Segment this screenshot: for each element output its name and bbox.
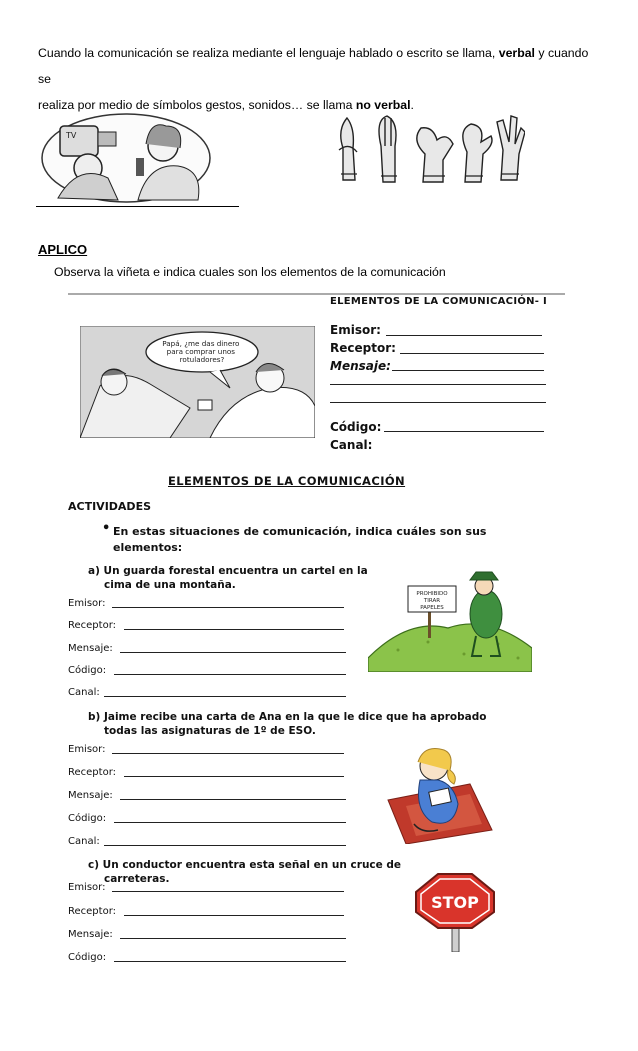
qa-receptor-label: Receptor:	[68, 620, 116, 631]
divider-line	[36, 206, 239, 207]
qc-codigo-line	[114, 961, 346, 962]
qb-codigo-label: Código:	[68, 813, 107, 824]
intro-bold-verbal: verbal	[498, 46, 535, 60]
question-b-line-2: todas las asignaturas de 1º de ESO.	[104, 725, 316, 737]
svg-text:TV: TV	[66, 131, 77, 140]
qa-codigo-line	[114, 674, 346, 675]
intro-bold-no-verbal: no verbal	[355, 98, 411, 112]
ws1-codigo-label: Código:	[330, 420, 382, 434]
aplico-heading: APLICO	[38, 242, 88, 257]
qb-emisor-label: Emisor:	[68, 744, 106, 755]
qa-codigo-label: Código:	[68, 665, 107, 676]
qa-canal-label: Canal:	[68, 687, 100, 698]
intro-text: Cuando la comunicación se realiza mediante el lenguaje hablado o escrito se llama,	[38, 46, 499, 60]
intro-text: y cuando se	[38, 46, 589, 86]
worksheet1-title: ELEMENTOS DE LA COMUNICACIÓN- I	[330, 296, 548, 307]
qb-codigo-line	[114, 822, 346, 823]
qc-emisor-label: Emisor:	[68, 882, 106, 893]
qa-emisor-line	[112, 607, 344, 608]
question-b-line-1: b) Jaime recibe una carta de Ana en la que le dice que ha aprobado	[88, 711, 487, 723]
instruction-line-1: En estas situaciones de comunicación, indica cuáles son sus	[113, 525, 487, 538]
activities-instruction	[113, 524, 543, 556]
ws1-receptor-line	[400, 353, 544, 354]
ws1-emisor-line	[386, 335, 542, 336]
scan-top-edge	[68, 293, 565, 295]
ws1-mensaje-line	[392, 370, 544, 371]
ws1-codigo-line	[384, 431, 544, 432]
qc-mensaje-label: Mensaje:	[68, 929, 113, 940]
qa-emisor-label: Emisor:	[68, 598, 106, 609]
stop-sign-text: STOP	[431, 893, 479, 912]
intro-text: realiza por medio de símbolos gestos, sonidos… se llama	[38, 98, 356, 112]
ws1-extra-line-2	[330, 402, 546, 403]
qc-receptor-label: Receptor:	[68, 906, 116, 917]
qb-emisor-line	[112, 753, 344, 754]
girl-reading-letter-illustration	[384, 740, 496, 844]
worksheet2-title: ELEMENTOS DE LA COMUNICACIÓN	[168, 474, 406, 488]
question-a	[88, 564, 368, 592]
qc-codigo-label: Código:	[68, 952, 107, 963]
question-c-line-2: carreteras.	[104, 873, 170, 885]
question-a-line-2: cima de una montaña.	[104, 579, 236, 591]
stop-sign-illustration	[412, 870, 498, 952]
ws1-canal-label: Canal:	[330, 438, 373, 452]
qc-receptor-line	[124, 915, 344, 916]
tv-interview-illustration	[38, 108, 213, 203]
qb-receptor-line	[124, 776, 344, 777]
qa-canal-line	[104, 696, 346, 697]
qa-mensaje-line	[120, 652, 346, 653]
qa-mensaje-label: Mensaje:	[68, 643, 113, 654]
question-c	[88, 858, 401, 886]
question-c-line-1: c) Un conductor encuentra esta señal en un cruce de	[88, 859, 402, 871]
qb-receptor-label: Receptor:	[68, 767, 116, 778]
father-son-cartoon	[80, 326, 315, 438]
ws1-mensaje-label: Mensaje:	[330, 359, 391, 373]
speech-bubble-text: Papá, ¿me das dinero para comprar unos rotuladores?	[162, 339, 240, 364]
qc-mensaje-line	[120, 938, 346, 939]
ws1-extra-line-1	[330, 384, 546, 385]
intro-text: .	[410, 98, 414, 112]
intro-paragraph	[38, 40, 598, 118]
ws1-emisor-label: Emisor:	[330, 323, 381, 337]
qb-canal-label: Canal:	[68, 836, 100, 847]
sign-prohibido-text: PROHIBIDO TIRAR PAPELES	[416, 591, 448, 611]
qa-receptor-line	[124, 629, 344, 630]
qc-emisor-line	[112, 891, 344, 892]
intro-line-1	[38, 40, 598, 92]
bullet-dot: •	[102, 521, 111, 536]
qb-mensaje-label: Mensaje:	[68, 790, 113, 801]
question-a-line-1: a) Un guarda forestal encuentra un cartel en la	[88, 565, 368, 577]
sign-language-hands-illustration	[325, 110, 525, 190]
activities-heading: ACTIVIDADES	[68, 500, 151, 513]
forest-guard-sign-illustration	[368, 558, 532, 672]
ws1-receptor-label: Receptor:	[330, 341, 396, 355]
instruction-line-2: elementos:	[113, 541, 183, 554]
qb-canal-line	[104, 845, 346, 846]
aplico-instruction: Observa la viñeta e indica cuales son los elementos de la comunicación	[54, 265, 446, 279]
qb-mensaje-line	[120, 799, 346, 800]
question-b	[88, 710, 486, 738]
